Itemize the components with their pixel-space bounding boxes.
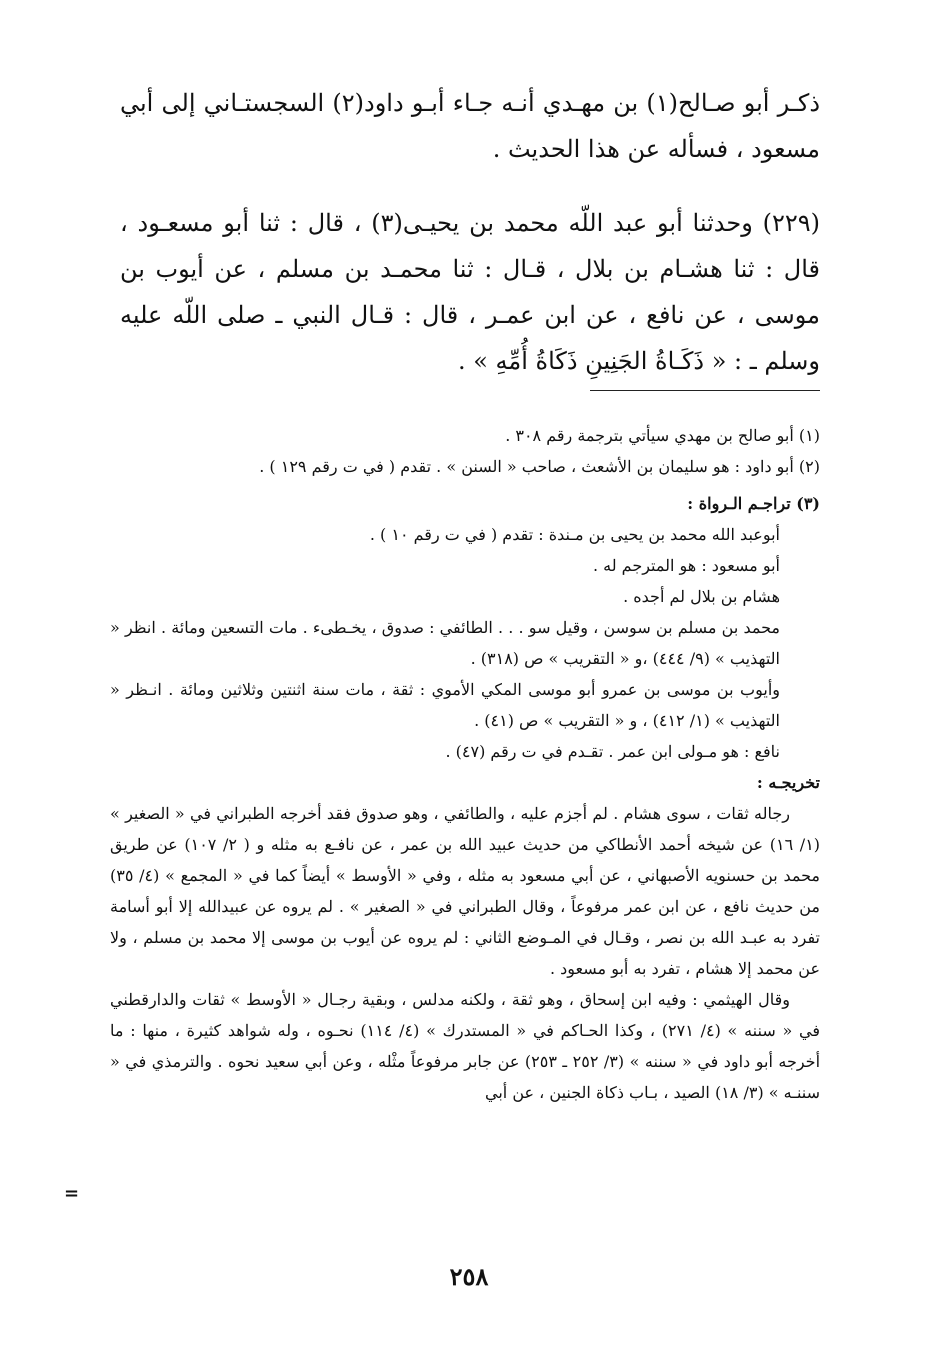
takhrij-title: تخريجـه : — [756, 773, 820, 792]
narrator-entry: وأيوب بن موسى بن عمرو أبو موسى المكي الأموي : ثقة ، مات سنة اثنتين وثلاثين ومائة . انـظر « التهذيب » (١/ ٤١٢) ، و « التقريب » ص (٤١) . — [110, 680, 780, 730]
footnote-2: (٢) أبو داود : هو سليمان بن الأشعث ، صاحب « السنن » . تقدم ( في ت رقم ١٢٩ ) . — [259, 457, 820, 476]
footnote-3-title: (٣) تراجـم الـرواة : — [687, 494, 820, 513]
narrator-entry: نافع : هو مـولى ابن عمر . تقـدم في ت رقم (٤٧) . — [445, 742, 780, 761]
narrators-list — [110, 519, 820, 767]
footnote-separator — [590, 390, 820, 391]
narrator-entry: هشام بن بلال لم أجده . — [623, 587, 780, 606]
page-number: ٢٥٨ — [449, 1262, 489, 1291]
hadith-paragraph: (٢٢٩) وحدثنا أبو عبد اللّه محمد بن يحيـى(٣) ، قال : ثنا أبو مسعـود ، قال : ثنا هشـام بن بلال ، قـال : ثنا محمـد بن مسلم ، عن أيوب بن موسى ، عن نافع ، عن ابن عمـر ، قال : قـال النبي ـ صلى اللّه عليه وسلم ـ : « ذَكَـاةُ الجَنِينِ ذَكَاةُ أُمِّهِ » . — [120, 209, 820, 375]
continuation-mark: = — [64, 1183, 80, 1204]
narrator-entry: أبو مسعود : هو المترجم له . — [592, 556, 780, 575]
main-text — [120, 80, 820, 384]
takhrij-paragraph: وقال الهيثمي : وفيه ابن إسحاق ، وهو ثقة ، ولكنه مدلس ، وبقية رجـال « الأوسط » ثقات والدارقطني في « سننه » (٤/ ٢٧١) ، وكذا الحـاكم في « المستدرك » (٤/ ١١٤) نحـوه ، وله شواهد كثيرة ، منها : ما أخرجه أبو داود في « سننه » (٣/ ٢٥٢ ـ ٢٥٣) عن جابر مرفوعاً مثْله ، وعن أبي سعيد نحوه . والترمذي في « سننـه » (٣/ ١٨) الصيد ، بـاب ذكاة الجنين ، عن أبي — [110, 990, 821, 1102]
narrator-entry: أبوعبد الله محمد بن يحيى بن مـندة : تقدم ( في ت رقم ١٠ ) . — [369, 525, 780, 544]
takhrij-section — [110, 798, 820, 1108]
takhrij-paragraph: رجاله ثقات ، سوى هشام . لم أجزم عليه ، والطائفي ، وهو صدوق فقد أخرجه الطبراني في « الصغير » (١/ ١٦) عن شيخه أحمد الأنطاكي من حديث عبيد الله بن عمر ، عن نافـع به مثله و ( ٢/ ١٠٧) عن طريق محمد بن حسنويه الأصبهاني ، عن أبي مسعود به مثله ، وفي « الأوسط » أيضاً كما في « المجمع » (٤/ ٣٥) من حديث نافع ، عن ابن عمر مرفوعاً ، وقال الطبراني في « الصغير » . لم يروه عن عبيدالله إلا أبو أسامة تفرد به عبـد الله بن نصر ، وقـال في المـوضع الثاني : لم يروه عن أيوب بن موسى إلا محمد بن مسلم ، ولا عن محمد إلا هشام ، تفرد به أبو مسعود . — [110, 804, 821, 978]
footnotes — [110, 420, 820, 1108]
narrator-entry: محمد بن مسلم بن سوسن ، وقيل سو . . . الطائفي : صدوق ، يخـطىء . مات التسعين ومائة . انظر « التهذيب » (٩/ ٤٤٤) ،و « التقريب » ص (٣١٨) . — [110, 618, 780, 668]
footnote-1: (١) أبو صالح بن مهدي سيأتي بترجمة رقم ٣٠٨ . — [505, 426, 820, 445]
intro-paragraph: ذكـر أبو صـالح(١) بن مهـدي أنـه جـاء أبـو داود(٢) السجستـاني إلى أبي مسعود ، فسأله عن هذا الحديث . — [120, 89, 821, 163]
